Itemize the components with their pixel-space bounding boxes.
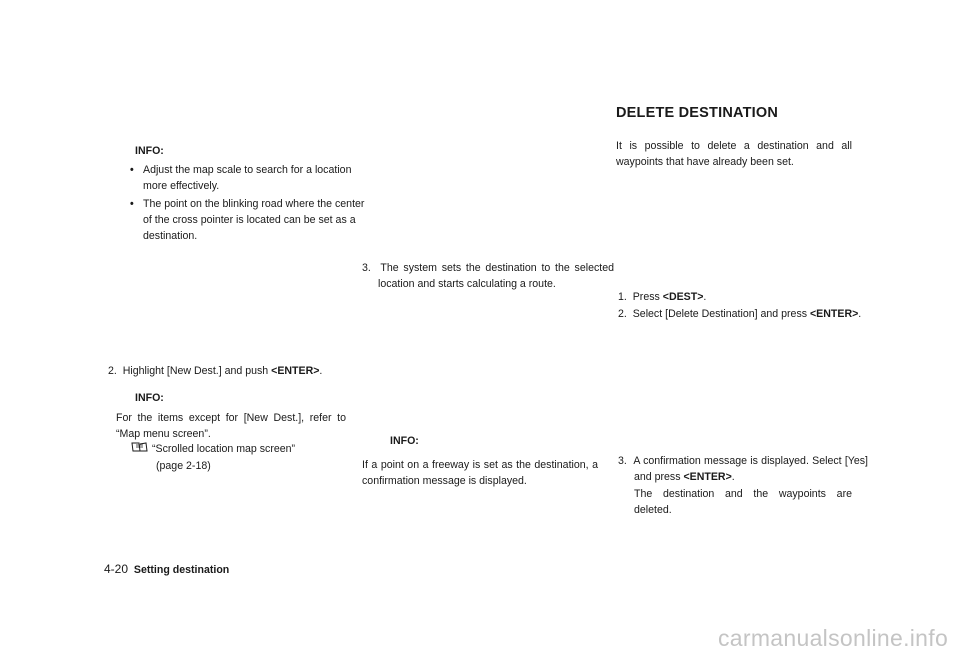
step-end: .: [703, 291, 707, 303]
step-number: 2.: [618, 308, 627, 320]
reference-title: “Scrolled location map screen”: [152, 443, 296, 455]
info-heading: INFO:: [390, 435, 419, 447]
step-2-new-dest: [108, 363, 374, 379]
step-number: 3.: [362, 262, 371, 274]
reference-book-icon: [130, 441, 150, 453]
step-end: .: [319, 365, 323, 377]
step-3-confirm: [618, 453, 868, 485]
step-number: 3.: [618, 455, 627, 467]
page-reference: [130, 441, 350, 457]
footer-section-title: Setting destination: [133, 564, 230, 576]
info-text: For the items except for [New Dest.], refer to “Map menu screen”.: [116, 412, 346, 440]
bullet-text: Adjust the map scale to search for a location more effectively.: [143, 164, 352, 192]
info-heading: INFO:: [135, 145, 164, 157]
section-title: DELETE DESTINATION: [616, 105, 779, 121]
step-text: Press: [632, 291, 660, 303]
step-number: 2.: [108, 365, 117, 377]
step-end: .: [858, 308, 862, 320]
dest-key-label: <DEST>: [662, 291, 704, 303]
enter-key-label: <ENTER>: [271, 365, 320, 377]
step-text: The system sets the destination to the selected location and starts calculating a route.: [378, 262, 614, 290]
bullet-icon: •: [130, 198, 134, 210]
step-number: 1.: [618, 291, 627, 303]
page-number: 4-20: [104, 562, 129, 576]
step-end: .: [731, 471, 735, 483]
step-text: Select [Delete Destination] and press: [632, 308, 808, 320]
step-3-route: [362, 260, 614, 292]
watermark: carmanualsonline.info: [718, 625, 949, 651]
enter-key-label: <ENTER>: [810, 308, 859, 320]
step-1-press-dest: [618, 289, 868, 305]
section-intro: It is possible to delete a destination and all waypoints that have already been set.: [616, 140, 852, 168]
enter-key-label: <ENTER>: [683, 471, 732, 483]
step-text: Highlight [New Dest.] and push: [122, 365, 269, 377]
step-result: The destination and the waypoints are deleted.: [634, 488, 852, 516]
info-heading: INFO:: [135, 392, 164, 404]
step-2-delete: [618, 306, 868, 322]
bullet-text: The point on the blinking road where the center of the cross pointer is located can be set as a destination.: [143, 198, 365, 242]
page-footer: [104, 561, 229, 578]
step-text: A confirmation message is displayed. Select [Yes] and press: [633, 455, 869, 483]
bullet-icon: •: [130, 164, 134, 176]
reference-page: (page 2-18): [156, 460, 211, 472]
info-text: If a point on a freeway is set as the destination, a confirmation message is displayed.: [362, 459, 598, 487]
info-bullet-item: [115, 162, 375, 194]
info-bullet-item: [115, 196, 375, 244]
